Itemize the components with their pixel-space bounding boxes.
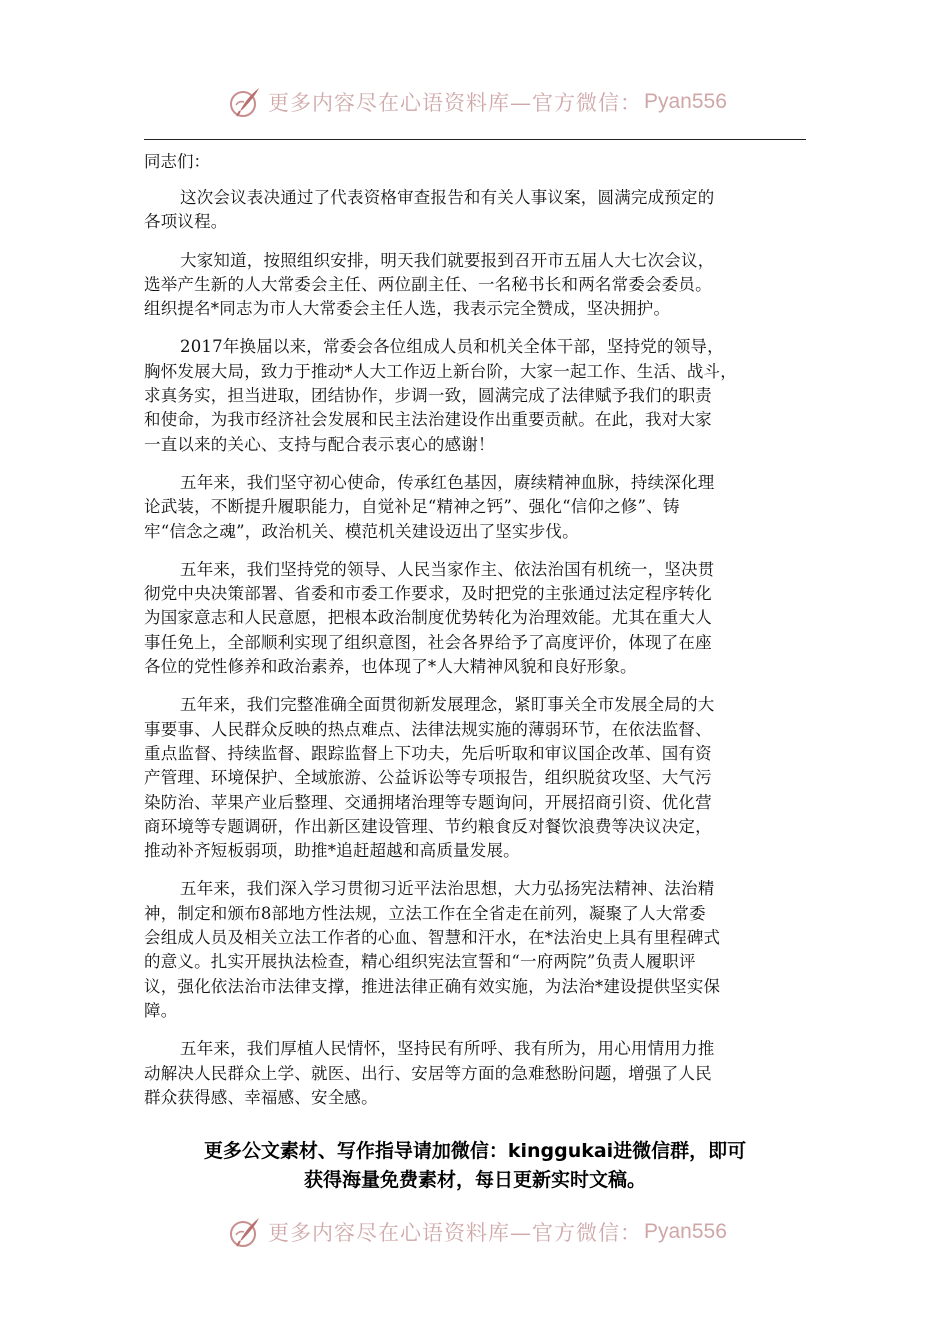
header-banner-text: 更多内容尽在心语资料库—官方微信： [268, 91, 642, 115]
paragraph-line: 一直以来的关心、支持与配合表示衷心的感谢！ [144, 434, 495, 454]
paragraph-line: 大家知道，按照组织安排，明天我们就要报到召开市五届人大七次会议， [180, 250, 715, 270]
paragraph-line: 神，制定和颁布8部地方性法规，立法工作在全省走在前列，凝聚了人大常委 [144, 903, 706, 923]
header-divider [144, 139, 806, 140]
paragraph-line: 动解决人民群众上学、就医、出行、安居等方面的急难愁盼问题，增强了人民 [144, 1063, 712, 1083]
promo-notice [140, 1137, 810, 1195]
paragraph-line: 五年来，我们厚植人民情怀，坚持民有所呼、我有所为，用心用情用力推 [180, 1039, 715, 1059]
paragraph-line: 会组成人员及相关立法工作者的心血、智慧和汗水，在*法治史上具有里程碑式 [144, 928, 721, 948]
paragraph-line: 群众获得感、幸福感、安全感。 [144, 1087, 378, 1107]
paragraph-line: 组织提名*同志为市人大常委会主任人选，我表示完全赞成，坚决拥护。 [144, 299, 671, 319]
paragraph-8 [144, 1037, 810, 1110]
paragraph-3 [144, 335, 810, 456]
paragraph-5 [144, 558, 810, 679]
paragraph-line: 彻党中央决策部署、省委和市委工作要求，及时把党的主张通过法定程序转化 [144, 584, 712, 604]
paragraph-line: 各项议程。 [144, 212, 228, 232]
footer-banner [228, 1212, 727, 1252]
paragraph-2 [144, 249, 810, 322]
document-body [144, 150, 810, 1124]
paragraph-line: 各位的党性修养和政治素养，也体现了*人大精神风貌和良好形象。 [144, 657, 637, 677]
header-wechat-id: Pyan556 [644, 90, 727, 113]
quill-pen-icon [228, 1215, 262, 1249]
paragraph-line: 选举产生新的人大常委会主任、两位副主任、一名秘书长和两名常委会委员。 [144, 274, 712, 294]
paragraph-line: 推动补齐短板弱项，助推*追赶超越和高质量发展。 [144, 841, 520, 861]
paragraph-7 [144, 877, 810, 1023]
paragraph-line: 胸怀发展大局，致力于推动*人大工作迈上新台阶，大家一起工作、生活、战斗， [144, 361, 737, 381]
paragraph-line: 牢“信念之魂”，政治机关、模范机关建设迈出了坚实步伐。 [144, 521, 579, 541]
paragraph-line: 2017年换届以来，常委会各位组成人员和机关全体干部，坚持党的领导， [180, 337, 724, 357]
paragraph-line: 商环境等专题调研，作出新区建设管理、节约粮食反对餐饮浪费等决议决定， [144, 816, 712, 836]
paragraph-line: 重点监督、持续监督、跟踪监督上下功夫，先后听取和审议国企改革、国有资 [144, 743, 712, 763]
paragraph-line: 五年来，我们坚守初心使命，传承红色基因，赓续精神血脉，持续深化理 [180, 472, 715, 492]
paragraph-line: 为国家意志和人民意愿，把根本政治制度优势转化为治理效能。尤其在重大人 [144, 608, 712, 628]
footer-wechat-id: Pyan556 [644, 1220, 727, 1243]
paragraph-line: 事要事、人民群众反映的热点难点、法律法规实施的薄弱环节，在依法监督、 [144, 719, 712, 739]
paragraph-line: 的意义。扎实开展执法检查，精心组织宪法宣誓和“一府两院”负责人履职评 [144, 952, 696, 972]
header-banner [228, 82, 727, 122]
paragraph-line: 染防治、苹果产业后整理、交通拥堵治理等专题询问，开展招商引资、优化营 [144, 792, 712, 812]
promo-line-2: 获得海量免费素材，每日更新实时文稿。 [303, 1169, 646, 1191]
footer-banner-text: 更多内容尽在心语资料库—官方微信： [268, 1221, 642, 1245]
paragraph-line: 和使命，为我市经济社会发展和民主法治建设作出重要贡献。在此，我对大家 [144, 410, 712, 430]
paragraph-line: 议，强化依法治市法律支撑，推进法律正确有效实施，为法治*建设提供坚实保 [144, 976, 721, 996]
paragraph-4 [144, 471, 810, 544]
paragraph-line: 论武装，不断提升履职能力，自觉补足“精神之钙”、强化“信仰之修”、铸 [144, 497, 680, 517]
paragraph-line: 五年来，我们坚持党的领导、人民当家作主、依法治国有机统一，坚决贯 [180, 559, 715, 579]
salutation: 同志们： [144, 152, 210, 171]
promo-line-1: 更多公文素材、写作指导请加微信：kinggukai进微信群，即可 [203, 1140, 747, 1162]
paragraph-line: 产管理、环境保护、全域旅游、公益诉讼等专项报告，组织脱贫攻坚、大气污 [144, 768, 712, 788]
paragraph-1 [144, 186, 810, 235]
paragraph-line: 五年来，我们深入学习贯彻习近平法治思想，大力弘扬宪法精神、法治精 [180, 879, 715, 899]
paragraph-line: 事任免上，全部顺利实现了组织意图，社会各界给予了高度评价，体现了在座 [144, 632, 712, 652]
quill-pen-icon [228, 85, 262, 119]
paragraph-6 [144, 693, 810, 863]
paragraph-line: 障。 [144, 1000, 178, 1020]
paragraph-line: 五年来，我们完整准确全面贯彻新发展理念，紧盯事关全市发展全局的大 [180, 695, 715, 715]
paragraph-line: 这次会议表决通过了代表资格审查报告和有关人事议案，圆满完成预定的 [180, 188, 715, 207]
paragraph-line: 求真务实，担当进取，团结协作，步调一致，圆满完成了法律赋予我们的职责 [144, 386, 712, 406]
